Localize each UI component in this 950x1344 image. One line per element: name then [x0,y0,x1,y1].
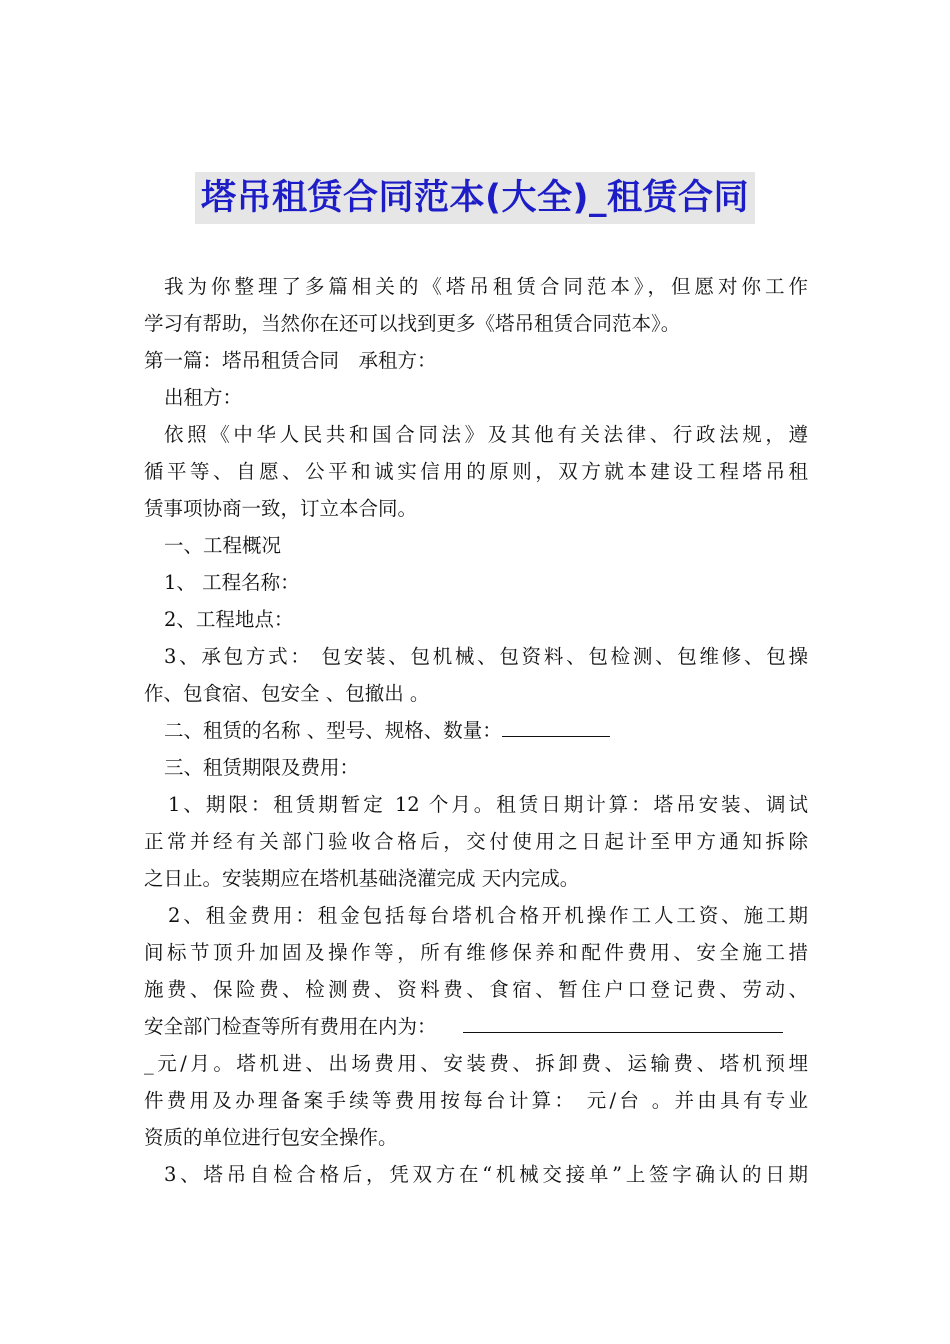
section-heading: 三、租赁期限及费用： [164,756,360,779]
title-wrap [0,172,950,224]
paragraph-line: 3、塔吊自检合格后，凭双方在“机械交接单”上签字确认的日期 [164,1163,808,1186]
paragraph-line: 正常并经有关部门验收合格后，交付使用之日起计至甲方通知拆除 [144,830,808,853]
paragraph-line-with-blank [144,712,808,749]
paragraph-text: 安全部门检查等所有费用在内为： [144,1015,437,1038]
paragraph-line: 3、承包方式： 包安装、包机械、包资料、包检测、包维修、包操 [164,645,808,668]
blank-underline [502,712,610,737]
paragraph-line: 循平等、自愿、公平和诚实信用的原则，双方就本建设工程塔吊租 [144,460,808,483]
paragraph-line: 作、包食宿、包安全 、包撤出 。 [144,682,430,705]
paragraph-line: 出租方： [164,386,243,409]
paragraph-line: 施费、保险费、检测费、资料费、食宿、暂住户口登记费、劳动、 [144,978,808,1001]
paragraph-line: 学习有帮助，当然你在还可以找到更多《塔吊租赁合同范本》。 [144,312,681,335]
paragraph-line: 我为你整理了多篇相关的《塔吊租赁合同范本》，但愿对你工作 [164,275,808,298]
section-heading: 二、租赁的名称 、型号、规格、数量： [164,719,502,742]
document-body [144,268,808,1193]
paragraph-line: 赁事项协商一致，订立本合同。 [144,497,418,520]
paragraph-line: 1、期限：租赁期暂定 12 个月。租赁日期计算：塔吊安装、调试 [168,793,808,816]
paragraph-line: 间标节顶升加固及操作等，所有维修保养和配件费用、安全施工措 [144,941,808,964]
paragraph-line-with-blank [144,1008,808,1045]
paragraph-line: 2、工程地点： [164,608,294,631]
paragraph-line: _元/月。塔机进、出场费用、安装费、拆卸费、运输费、塔机预埋 [144,1052,808,1075]
paragraph-line: 1、 工程名称： [164,571,300,594]
paragraph-line: 资质的单位进行包安全操作。 [144,1126,398,1149]
blank-underline [463,1008,783,1033]
paragraph-line: 第一篇：塔吊租赁合同 承租方： [144,349,437,372]
section-heading: 一、工程概况 [164,534,282,557]
paragraph-line: 依照《中华人民共和国合同法》及其他有关法律、行政法规，遵 [164,423,808,446]
paragraph-line: 之日止。安装期应在塔机基础浇灌完成 天内完成。 [144,867,580,890]
paragraph-line: 2、租金费用：租金包括每台塔机合格开机操作工人工资、施工期 [168,904,808,927]
document-title: 塔吊租赁合同范本(大全)_租赁合同 [195,172,755,224]
paragraph-line: 件费用及办理备案手续等费用按每台计算： 元/台 。并由具有专业 [144,1089,808,1112]
